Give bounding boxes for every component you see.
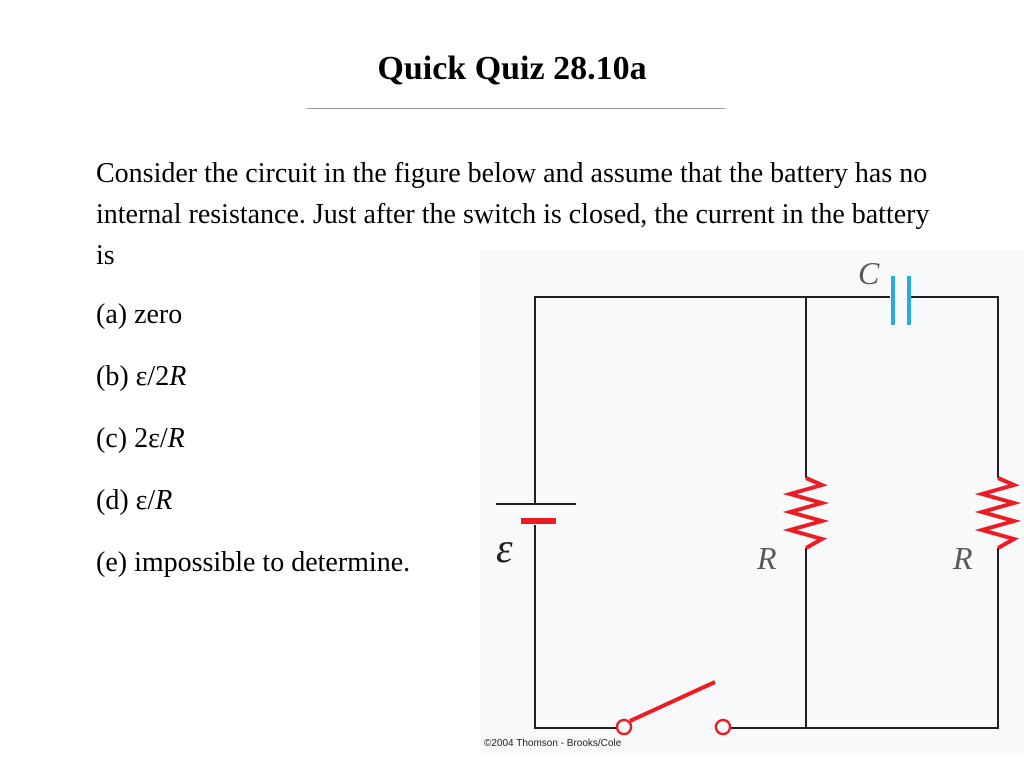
wire-top-left [535, 297, 890, 504]
emf-label: ε [496, 526, 513, 572]
slide-title: Quick Quiz 28.10a [377, 50, 647, 87]
option-c-prefix: (c) [96, 423, 135, 454]
option-e-text: (e) impossible to determine. [96, 547, 411, 578]
wire-bottom-left [535, 525, 618, 728]
resistor-2-label: R [953, 540, 973, 576]
resistor-1-zigzag [790, 478, 822, 548]
option-b-symbol: ε/2 [135, 361, 170, 392]
option-b-italic: R [169, 361, 187, 392]
option-b-prefix: (b) [96, 361, 136, 392]
capacitor-label: C [858, 255, 880, 291]
switch-arm [630, 682, 715, 721]
option-c-italic: R [167, 423, 185, 454]
switch-right-terminal [716, 720, 730, 734]
option-c-symbol: 2ε/ [134, 423, 168, 454]
question-text: Consider the circuit in the figure below and assume that the battery has no internal resistance. Just after the switch is closed, the current in the battery is [96, 158, 930, 271]
resistor-1-label: R [757, 540, 777, 576]
option-d-symbol: ε/ [135, 485, 156, 516]
capacitor-symbol [893, 276, 909, 325]
option-d-prefix: (d) [96, 485, 136, 516]
switch-left-terminal [617, 720, 631, 734]
option-e [96, 546, 410, 580]
option-d-italic: R [155, 485, 173, 516]
resistor-2-zigzag [982, 478, 1014, 548]
wire-top-right [911, 297, 998, 478]
option-a-text: (a) zero [96, 299, 183, 330]
figure-credit: ©2004 Thomson - Brooks/Cole [484, 738, 622, 749]
circuit-wires [535, 297, 998, 728]
